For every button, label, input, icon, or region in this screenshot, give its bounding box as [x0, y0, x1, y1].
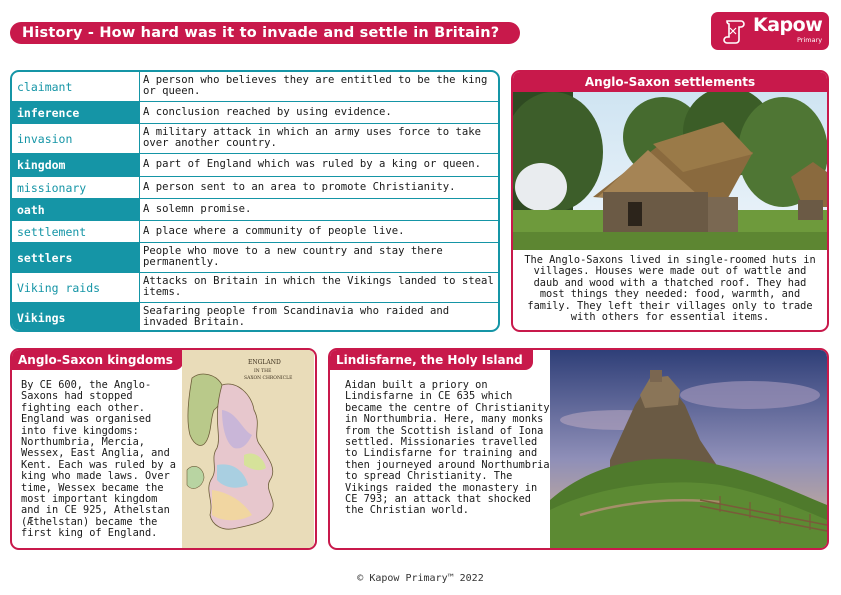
settlements-panel — [511, 70, 829, 332]
vocab-definition: Seafaring people from Scandinavia who raided and invaded Britain. — [143, 305, 450, 328]
scroll-icon — [723, 18, 747, 44]
vocab-row — [12, 199, 498, 221]
vocab-term: kingdom — [12, 154, 140, 176]
map-label-line-3: SAXON CHRONICLE — [244, 376, 293, 381]
vocab-row — [12, 243, 498, 273]
vocab-row — [12, 177, 498, 199]
vocab-definition: A solemn promise. — [143, 203, 252, 215]
vocab-term: claimant — [12, 72, 140, 101]
kingdoms-title: Anglo-Saxon kingdoms — [12, 350, 183, 370]
footer-copyright: © Kapow Primary™ 2022 — [357, 573, 484, 584]
settlements-text: The Anglo-Saxons lived in single-roomed huts in villages. Houses were made out of wattle and daub and wood with a thatched roof. They had most things they needed: food, warmth, and family. They left their villages only to trade with others for essential items. — [524, 254, 816, 324]
vocab-row — [12, 273, 498, 303]
page-title: History - How hard was it to invade and settle in Britain? — [10, 22, 520, 44]
vocab-definition: Attacks on Britain in which the Vikings landed to steal items. — [143, 275, 494, 298]
map-label-line-2: IN THE — [254, 369, 272, 374]
vocab-row — [12, 102, 498, 124]
vocab-row — [12, 221, 498, 243]
vocab-term: inference — [12, 102, 140, 123]
vocab-definition: A military attack in which an army uses force to take over another country. — [143, 126, 482, 149]
vocab-row — [12, 72, 498, 102]
vocab-term: invasion — [12, 124, 140, 153]
vocab-row — [12, 124, 498, 154]
settlements-title: Anglo-Saxon settlements — [513, 72, 827, 92]
vocab-definition: A conclusion reached by using evidence. — [143, 106, 392, 118]
vocab-term: Vikings — [12, 303, 140, 332]
logo-sub: Primary — [797, 36, 823, 44]
vocab-definition: A person who believes they are entitled to be the king or queen. — [143, 74, 488, 97]
kapow-logo — [711, 12, 829, 50]
vocab-term: oath — [12, 199, 140, 220]
saxon-hut-image — [513, 92, 827, 250]
vocab-row — [12, 154, 498, 177]
lindisfarne-text: Aidan built a priory on Lindisfarne in CE 635 which became the centre of Christianity in Northumbria. Here, many monks from the Scottish island of Iona settled. Missionaries travelled to Lindisfarne for training and then journeyed around Northumbria to spread Christianity. The Vikings raided the monastery in CE 793; an attack that shocked the Christian world. — [345, 379, 550, 517]
map-label-line-1: ENGLAND — [248, 359, 281, 366]
kingdoms-panel — [10, 348, 317, 550]
saxon-kingdoms-map — [182, 350, 314, 550]
vocab-term: settlers — [12, 243, 140, 272]
logo-brand: Kapow — [753, 14, 823, 36]
vocabulary-table — [10, 70, 500, 332]
vocab-row — [12, 303, 498, 332]
vocab-definition: A part of England which was ruled by a king or queen. — [143, 158, 482, 170]
lindisfarne-castle-image — [550, 350, 827, 548]
vocab-term: Viking raids — [12, 273, 140, 302]
vocab-definition: A person sent to an area to promote Christianity. — [143, 181, 456, 193]
kingdoms-text: By CE 600, the Anglo-Saxons had stopped fighting each other. England was organised into five kingdoms: Northumbria, Mercia, Wessex, East Anglia, and Kent. Each was ruled by a king who made laws. Over time, Wessex became the most important kingdom and in CE 925, Athelstan (Æthelstan) became the first king of England. — [21, 379, 176, 540]
vocab-term: missionary — [12, 177, 140, 198]
lindisfarne-title: Lindisfarne, the Holy Island — [330, 350, 533, 370]
vocab-definition: A place where a community of people live. — [143, 225, 405, 237]
vocab-term: settlement — [12, 221, 140, 242]
vocab-definition: People who move to a new country and stay there permanently. — [143, 245, 443, 268]
lindisfarne-panel — [328, 348, 829, 550]
